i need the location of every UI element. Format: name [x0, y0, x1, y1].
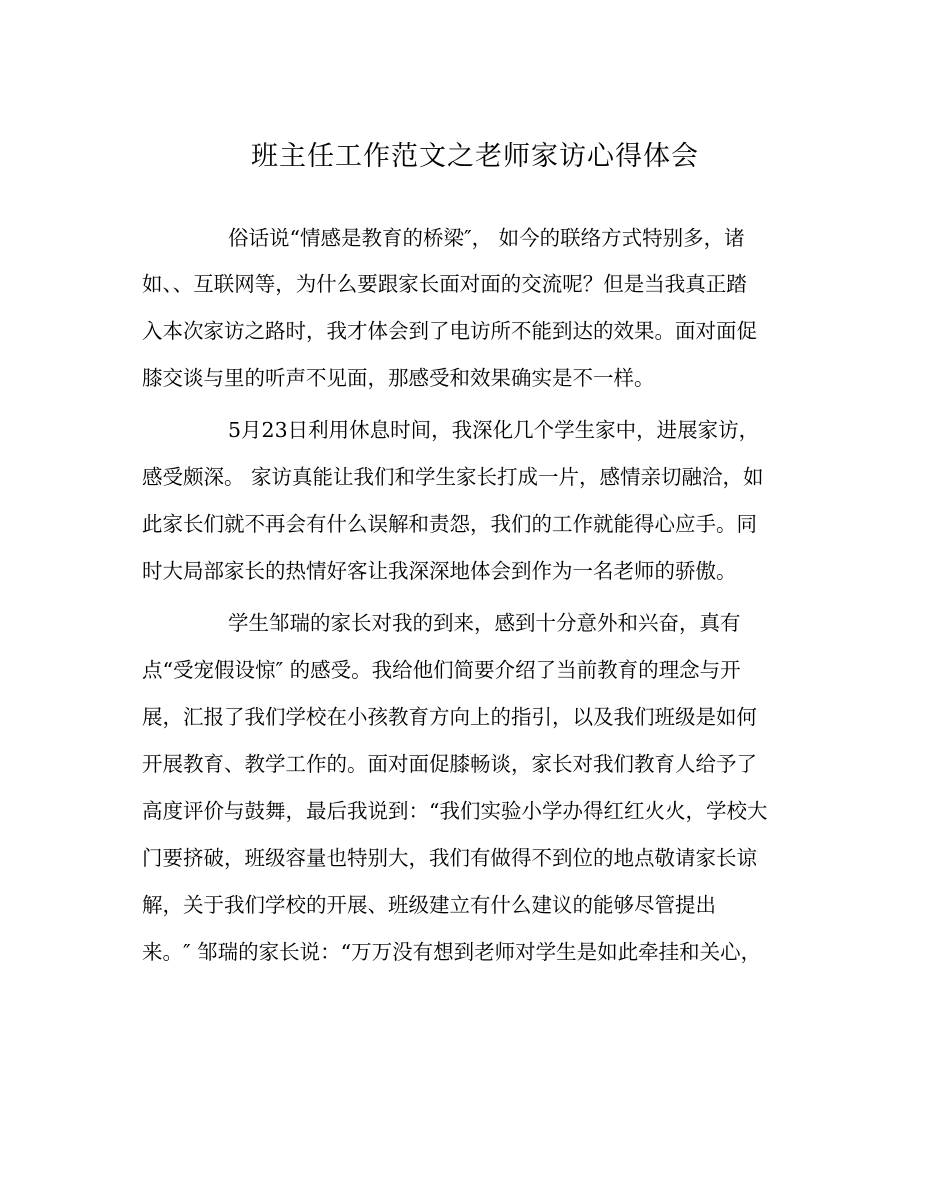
- body-line: 入本次家访之路时，我才体会到了电访所不能到达的效果。面对面促: [142, 319, 757, 343]
- body-line: 如、、互联网等，为什么要跟家长面对面的交流呢？但是当我真正踏: [142, 272, 747, 296]
- body-line: 展，汇报了我们学校在小孩教育方向上的指引，以及我们班级是如何: [142, 705, 757, 729]
- body-line: 5月23日利用休息时间，我深化几个学生家中，进展家访，: [228, 418, 760, 442]
- body-line: 俗话说“情感是教育的桥梁″， 如今的联络方式特别多，诸: [228, 226, 745, 250]
- body-line: 膝交谈与里的听声不见面，那感受和效果确实是不一样。: [142, 366, 655, 390]
- body-line: 门要挤破，班级容量也特别大，我们有做得不到位的地点敬请家长谅: [142, 846, 757, 870]
- body-line: 此家长们就不再会有什么误解和责怨，我们的工作就能得心应手。同: [142, 512, 757, 536]
- body-line: 高度评价与鼓舞，最后我说到：“我们实验小学办得红红火火，学校大: [142, 799, 768, 823]
- body-line: 点“受宠假设惊″ 的感受。我给他们简要介绍了当前教育的理念与开: [142, 658, 741, 682]
- body-line: 解，关于我们学校的开展、班级建立有什么建议的能够尽管提出: [142, 893, 716, 917]
- body-line: 时大局部家长的热情好客让我深深地体会到作为一名老师的骄傲。: [142, 559, 737, 583]
- body-line: 学生邹瑞的家长对我的到来，感到十分意外和兴奋，真有: [228, 611, 741, 635]
- body-line: 来。″ 邹瑞的家长说：“万万没有想到老师对学生是如此牵挂和关心，: [142, 940, 762, 964]
- body-line: 感受颇深。 家访真能让我们和学生家长打成一片，感情亲切融洽，如: [142, 465, 764, 489]
- body-line: 开展教育、教学工作的。面对面促膝畅谈，家长对我们教育人给予了: [142, 752, 757, 776]
- page-title: 班主任工作范文之老师家访心得体会: [251, 141, 699, 172]
